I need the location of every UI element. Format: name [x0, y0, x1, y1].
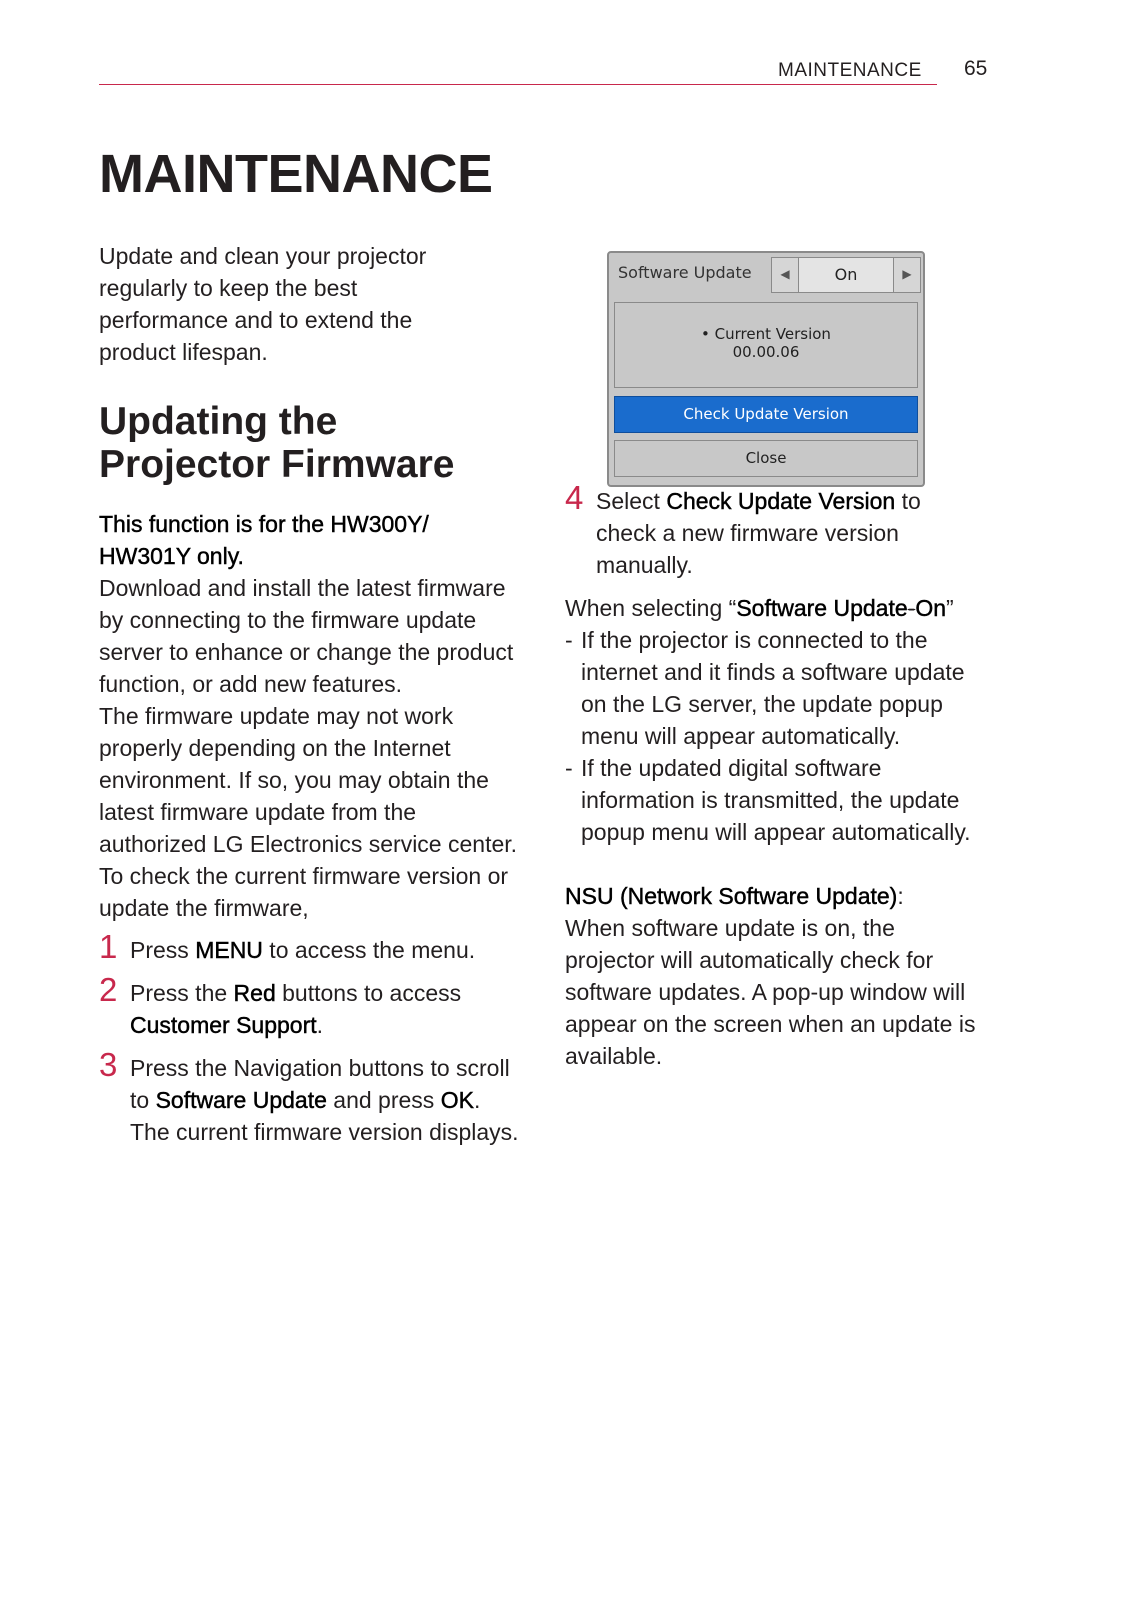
- left-column-body: [99, 508, 519, 1148]
- osd-value: On: [799, 257, 893, 293]
- page-number: 65: [964, 57, 988, 80]
- software-update-osd: [607, 251, 925, 487]
- left-arrow-icon: ◀: [771, 257, 799, 293]
- page-title: MAINTENANCE: [99, 144, 493, 204]
- step-number: 3: [99, 1046, 118, 1083]
- step-1: 1 Press MENU to access the menu.: [99, 928, 476, 965]
- header-divider: [99, 84, 937, 85]
- nsu-title: NSU (Network Software Update): [565, 883, 898, 909]
- menu-check-update-version: Check Update Version: [666, 488, 896, 514]
- step-3: 3 Press the Navigation buttons to scroll to Software Update and press OK. The current firmware version displays.: [99, 1052, 519, 1148]
- nsu-text: When software update is on, the projector will automatically check for software updates. A pop-up window will appear on the screen when an update is available.: [565, 915, 976, 1069]
- step-3-result: The current firmware version displays.: [130, 1119, 519, 1145]
- paragraph-internet: The firmware update may not work properly depending on the Internet environment. If so, you may obtain the latest firmware update from the authorized LG Electronics service center.: [99, 703, 518, 857]
- close-button: Close: [614, 440, 918, 477]
- current-version-panel: [614, 302, 918, 388]
- menu-software-update: Software Update: [155, 1087, 327, 1113]
- key-ok: OK: [440, 1087, 474, 1113]
- step-number: 2: [99, 971, 118, 1008]
- paragraph-download: Download and install the latest firmware by connecting to the firmware update server to enhance or change the product function, or add new features.: [99, 575, 514, 697]
- step-number: 4: [565, 479, 584, 516]
- right-column-body: [565, 479, 977, 1072]
- option-on: On: [915, 595, 946, 621]
- current-version-label: • Current Version: [701, 325, 831, 343]
- paragraph-check: To check the current firmware version or update the firmware,: [99, 863, 509, 921]
- model-note: This function is for the HW300Y/ HW301Y only.: [99, 511, 429, 569]
- menu-customer-support: Customer Support: [130, 1012, 317, 1038]
- bullet-digital: - If the updated digital software information is transmitted, the update popup menu will appear automatically.: [565, 755, 971, 845]
- right-arrow-icon: ▶: [893, 257, 921, 293]
- osd-label: Software Update: [618, 263, 752, 282]
- step-2: 2 Press the Red buttons to access Customer Support.: [99, 971, 462, 1038]
- current-version-value: 00.00.06: [732, 343, 800, 361]
- key-menu: MENU: [195, 937, 263, 963]
- nsu-heading: NSU (Network Software Update):: [565, 883, 904, 909]
- step-4: 4 Select Check Update Version to check a new firmware version manually.: [565, 479, 921, 578]
- check-update-version-button: Check Update Version: [614, 396, 918, 433]
- header-section-title: MAINTENANCE: [778, 60, 922, 81]
- intro-text: [99, 240, 449, 368]
- key-red: Red: [233, 980, 276, 1006]
- option-software-update: Software Update: [736, 595, 908, 621]
- step-number: 1: [99, 928, 118, 965]
- when-selecting: When selecting “Software Update-On”: [565, 595, 954, 621]
- intro-paragraph: Update and clean your projector regularly to keep the best performance and to extend the product lifespan.: [99, 243, 427, 365]
- bullet-internet: - If the projector is connected to the internet and it finds a software update on the LG server, the update popup menu will appear automatically.: [565, 627, 965, 749]
- section-subtitle: Updating the Projector Firmware: [99, 400, 455, 486]
